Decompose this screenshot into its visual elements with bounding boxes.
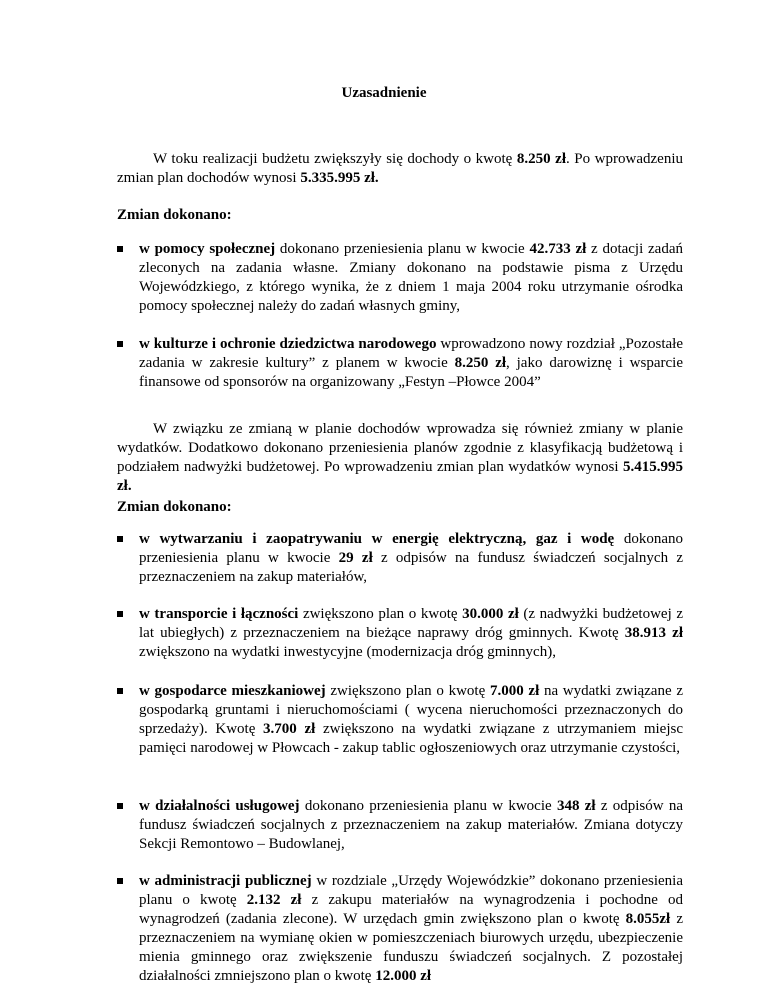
expenses-amount: 5.415.995 zł. [117,459,683,494]
expenses-text: W związku ze zmianą w planie dochodów wprowadza się również zmiany w planie wydatków. Dodatkowo dokonano przeniesienia planów zgodnie z klasyfikacją budżetową i podziałem nadwyżki budżetowej. Po wprowadzeniu zmian plan wydatków wynosi [117,421,683,475]
bullet-square-icon [117,872,125,880]
section-heading-expenses: Zmian dokonano: [117,499,232,515]
list-item: w działalności usługowej dokonano przeniesienia planu w kwocie 348 zł z odpisów na fundusz świadczeń socjalnych z przeznaczeniem na zakup materiałów. Zmiana dotyczy Sekcji Remontowo – Budowlanej, [117,797,683,854]
intro-text-2: . Po wprowadzeniu zmian plan dochodów wynosi [117,151,683,186]
list-item: w kulturze i ochronie dziedzictwa narodowego wprowadzono nowy rozdział „Pozostałe zadania w zakresie kultury” z planem w kwocie 8.250 zł, jako darowiznę i wsparcie finansowe od sponsorów na organizowany „Festyn –Płowce 2004” [117,335,683,392]
intro-paragraph [117,150,683,188]
list-item: w wytwarzaniu i zaopatrywaniu w energię elektryczną, gaz i wodę dokonano przeniesienia planu w kwocie 29 zł z odpisów na fundusz świadczeń socjalnych z przeznaczeniem na zakup materiałów, [117,530,683,587]
bullet-square-icon [117,605,125,613]
intro-amount-1: 8.250 zł [516,151,566,167]
bullet-square-icon [117,335,125,343]
bullet-square-icon [117,797,125,805]
document-title: Uzasadnienie [341,85,427,101]
section-heading-income: Zmian dokonano: [117,207,232,223]
list-item: w gospodarce mieszkaniowej zwiększono plan o kwotę 7.000 zł na wydatki związane z gospodarką gruntami i nieruchomościami ( wycena nieruchomości przeznaczonych do sprzedaży). Kwotę 3.700 zł zwiększono na wydatki związane z utrzymaniem miejsc pamięci narodowej w Płowcach - zakup tablic ogłoszeniowych oraz utrzymanie czystości, [117,682,683,758]
list-item: w administracji publicznej w rozdziale „Urzędy Wojewódzkie” dokonano przeniesienia planu o kwotę 2.132 zł z zakupu materiałów na wynagrodzenia i pochodne od wynagrodzeń (zadania zlecone). W urzędach gmin zwiększono plan o kwotę 8.055zł z przeznaczeniem na wymianę okien w pomieszczeniach biurowych urzędu, ubezpieczenie mienia gminnego oraz zwiększenie funduszu świadczeń socjalnych. Z pozostałej działalności zmniejszono plan o kwotę 12.000 zł [117,872,683,986]
intro-text-1: W toku realizacji budżetu zwiększyły się dochody o kwotę [153,151,517,167]
list-item: w pomocy społecznej dokonano przeniesienia planu w kwocie 42.733 zł z dotacji zadań zleconych na zadania własne. Zmiany dokonano na podstawie pisma z Urzędu Wojewódzkiego, z którego wynika, że z dniem 1 maja 2004 roku utrzymanie ośrodka pomocy społecznej należy do zadań własnych gminy, [117,240,683,316]
bullet-square-icon [117,530,125,538]
expenses-paragraph [117,420,683,496]
bullet-square-icon [117,682,125,690]
intro-amount-2: 5.335.995 zł. [300,170,379,186]
list-item: w transporcie i łączności zwiększono plan o kwotę 30.000 zł (z nadwyżki budżetowej z lat ubiegłych) z przeznaczeniem na bieżące naprawy dróg gminnych. Kwotę 38.913 zł zwiększono na wydatki inwestycyjne (modernizacja dróg gminnych), [117,605,683,662]
bullet-square-icon [117,240,125,248]
